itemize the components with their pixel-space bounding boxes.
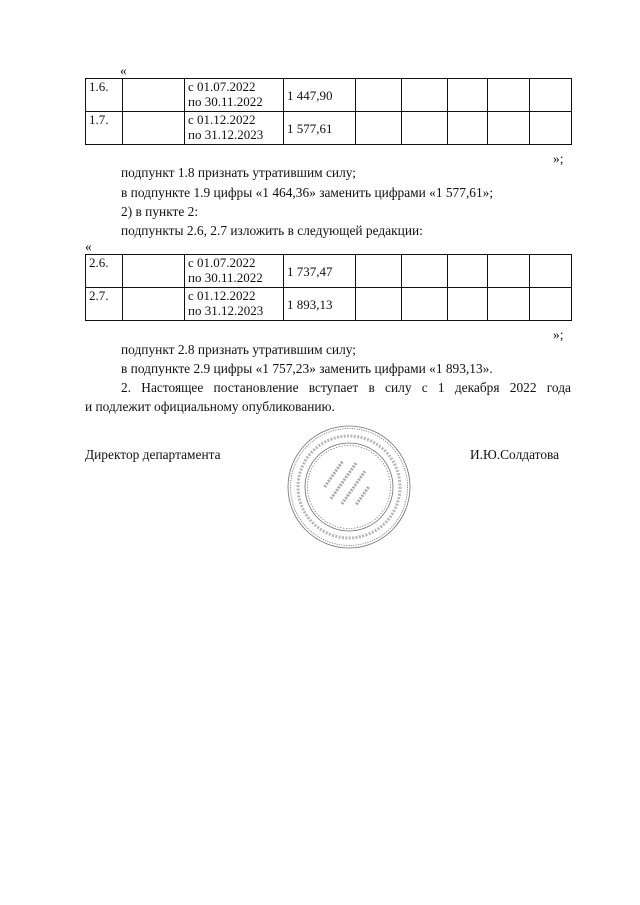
period-start: с 01.12.2022	[188, 288, 256, 303]
paragraph: в подпункте 2.9 цифры «1 757,23» заменить цифрами «1 893,13».	[121, 361, 493, 376]
paragraph: подпункт 2.8 признать утратившим силу;	[121, 342, 356, 357]
empty-cell	[402, 288, 448, 321]
empty-cell	[123, 79, 185, 112]
empty-cell	[356, 112, 402, 145]
empty-cell	[530, 288, 572, 321]
empty-cell	[488, 79, 530, 112]
period-end: по 31.12.2023	[188, 303, 264, 318]
empty-cell	[402, 79, 448, 112]
period-end: по 30.11.2022	[188, 270, 263, 285]
row-number: 1.7.	[86, 112, 123, 145]
period-start: с 01.07.2022	[188, 79, 256, 94]
empty-cell	[488, 288, 530, 321]
empty-cell	[356, 288, 402, 321]
tariff-value: 1 737,47	[284, 255, 356, 288]
official-seal-icon	[285, 423, 413, 551]
row-number: 1.6.	[86, 79, 123, 112]
empty-cell	[448, 79, 488, 112]
paragraph: подпункт 1.8 признать утратившим силу;	[121, 165, 356, 180]
empty-cell	[356, 79, 402, 112]
period-cell	[185, 112, 284, 145]
empty-cell	[530, 79, 572, 112]
tariff-table-2	[85, 254, 572, 321]
empty-cell	[448, 255, 488, 288]
paragraph: в подпункте 1.9 цифры «1 464,36» заменить цифрами «1 577,61»;	[121, 185, 494, 200]
period-start: с 01.12.2022	[188, 112, 256, 127]
paragraph: подпункты 2.6, 2.7 изложить в следующей редакции:	[121, 223, 423, 238]
empty-cell	[448, 112, 488, 145]
row-number: 2.6.	[86, 255, 123, 288]
paragraph: и подлежит официальному опубликованию.	[85, 399, 335, 414]
table1-open-quote: «	[120, 63, 127, 78]
period-cell	[185, 255, 284, 288]
signatory-name: И.Ю.Солдатова	[470, 447, 560, 462]
tariff-table-1	[85, 78, 572, 145]
table-row	[86, 288, 572, 321]
table2-open-quote: «	[85, 239, 92, 254]
empty-cell	[530, 112, 572, 145]
empty-cell	[123, 255, 185, 288]
empty-cell	[356, 255, 402, 288]
empty-cell	[402, 112, 448, 145]
table-row	[86, 79, 572, 112]
period-end: по 30.11.2022	[188, 94, 263, 109]
period-cell	[185, 288, 284, 321]
row-number: 2.7.	[86, 288, 123, 321]
empty-cell	[488, 255, 530, 288]
paragraph: 2. Настоящее постановление вступает в силу с 1 декабря 2022 года	[121, 380, 571, 395]
table1-close-quote: »;	[553, 151, 564, 166]
empty-cell	[123, 288, 185, 321]
tariff-value: 1 893,13	[284, 288, 356, 321]
empty-cell	[402, 255, 448, 288]
table-row	[86, 112, 572, 145]
signatory-position: Директор департамента	[85, 447, 221, 462]
tariff-value: 1 577,61	[284, 112, 356, 145]
table-row	[86, 255, 572, 288]
period-start: с 01.07.2022	[188, 255, 256, 270]
empty-cell	[123, 112, 185, 145]
paragraph: 2) в пункте 2:	[121, 204, 199, 219]
empty-cell	[488, 112, 530, 145]
empty-cell	[448, 288, 488, 321]
period-end: по 31.12.2023	[188, 127, 264, 142]
tariff-value: 1 447,90	[284, 79, 356, 112]
period-cell	[185, 79, 284, 112]
table2-close-quote: »;	[553, 327, 564, 342]
empty-cell	[530, 255, 572, 288]
